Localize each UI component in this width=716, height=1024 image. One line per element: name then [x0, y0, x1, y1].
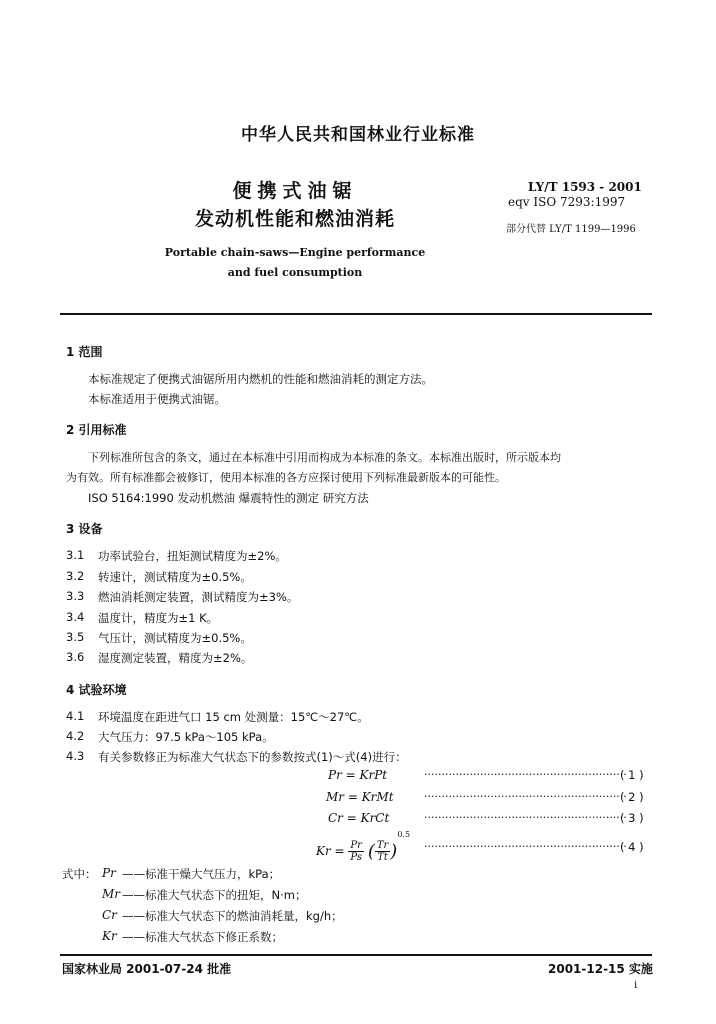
standard-equivalence: eqv ISO 7293:1997: [508, 195, 626, 209]
section-1-paragraph-2: 本标准适用于便携式油锯。: [88, 392, 226, 406]
standard-category-header: 中华人民共和国林业行业标准: [241, 125, 475, 145]
formula-number: ( 1 ): [620, 768, 644, 782]
title-english-line2: and fuel consumption: [227, 266, 363, 279]
definition-text: ——标准大气状态下的扭矩，N·m；: [122, 888, 307, 902]
approval-date: 国家林业局 2001-07-24 批准: [62, 962, 232, 976]
item-text: 转速计，测试精度为±0.5%。: [98, 570, 252, 584]
effective-date: 2001-12-15 实施: [548, 962, 653, 976]
formula-3: Cr = KrCt: [328, 811, 390, 825]
item-number: 3.6: [66, 650, 85, 664]
item-number: 3.1: [66, 548, 85, 562]
item-text: 湿度测定装置，精度为±2%。: [98, 651, 253, 665]
item-number: 3.4: [66, 610, 85, 624]
temperature-ratio-numerator: Tr: [376, 840, 389, 851]
formula-number: ( 3 ): [620, 811, 644, 825]
definition-symbol: Mr: [102, 887, 121, 901]
left-paren: (: [367, 841, 375, 862]
item-text: 燃油消耗测定装置，测试精度为±3%。: [98, 590, 299, 604]
formula-leader: ··························································: [424, 768, 627, 781]
item-number: 3.5: [66, 630, 85, 644]
pressure-ratio-numerator: Pr: [348, 840, 364, 852]
header-divider: [60, 313, 652, 315]
definition-text: ——标准干燥大气压力，kPa；: [122, 867, 281, 881]
footer-divider: [60, 954, 652, 956]
item-number: 4.1: [66, 709, 85, 723]
pressure-ratio: [348, 840, 364, 863]
definition-text: ——标准大气状态下的燃油消耗量，kg/h；: [122, 909, 343, 923]
section-4-heading: 4 试验环境: [66, 683, 127, 697]
item-number: 4.3: [66, 749, 85, 763]
item-text: 功率试验台，扭矩测试精度为±2%。: [98, 549, 287, 563]
formula-number: ( 2 ): [620, 790, 644, 804]
definition-symbol: Cr: [102, 908, 117, 922]
standard-code: LY/T 1593 - 2001: [528, 180, 642, 194]
item-text: 环境温度在距进气口 15 cm 处测量：15℃～27℃。: [98, 710, 369, 724]
standard-replaces: 部分代替 LY/T 1199—1996: [506, 224, 636, 235]
title-chinese-line1: 便携式油锯: [232, 180, 358, 202]
section-2-paragraph-line-1: 下列标准所包含的条文，通过在本标准中引用而构成为本标准的条文。本标准出版时，所示版本均: [88, 451, 561, 464]
section-2-reference: ISO 5164:1990 发动机燃油 爆震特性的测定 研究方法: [88, 491, 369, 505]
item-text: 有关参数修正为标准大气状态下的参数按式(1)～式(4)进行：: [98, 750, 407, 764]
item-text: 温度计，精度为±1 K。: [98, 611, 219, 625]
temperature-ratio-denominator: Tt: [377, 852, 388, 863]
section-1-paragraph-1: 本标准规定了便携式油锯所用内燃机的性能和燃油消耗的测定方法。: [88, 372, 433, 386]
exponent: 0.5: [397, 830, 411, 839]
formula-2: Mr = KrMt: [326, 790, 394, 804]
definition-symbol: Pr: [102, 866, 116, 880]
formula-leader: ··························································: [424, 790, 627, 803]
item-number: 3.3: [66, 589, 85, 603]
page-number: i: [634, 980, 638, 991]
definition-text: ——标准大气状态下修正系数；: [122, 930, 283, 944]
item-number: 4.2: [66, 729, 85, 743]
section-1-heading: 1 范围: [66, 345, 103, 359]
section-2-paragraph-line-2: 为有效。所有标准都会被修订，使用本标准的各方应探讨使用下列标准最新版本的可能性。: [66, 471, 506, 484]
where-label: 式中：: [62, 867, 97, 881]
item-text: 大气压力：97.5 kPa～105 kPa。: [98, 730, 274, 744]
formula-1: Pr = KrPt: [328, 768, 388, 782]
definition-symbol: Kr: [102, 929, 117, 943]
item-text: 气压计，测试精度为±0.5%。: [98, 631, 252, 645]
temperature-ratio: [375, 840, 390, 863]
formula-leader: ··························································: [424, 840, 627, 853]
title-chinese-line2: 发动机性能和燃油消耗: [194, 208, 395, 230]
formula-4-lhs: Kr =: [316, 844, 349, 858]
formula-4: [316, 830, 410, 863]
formula-number: ( 4 ): [620, 840, 644, 854]
item-number: 3.2: [66, 569, 85, 583]
section-2-heading: 2 引用标准: [66, 423, 127, 437]
right-paren: ): [390, 841, 398, 862]
formula-leader: ··························································: [424, 811, 627, 824]
section-3-heading: 3 设备: [66, 522, 103, 536]
pressure-ratio-denominator: Ps: [350, 852, 362, 863]
title-english-line1: Portable chain-saws—Engine performance: [164, 246, 426, 259]
